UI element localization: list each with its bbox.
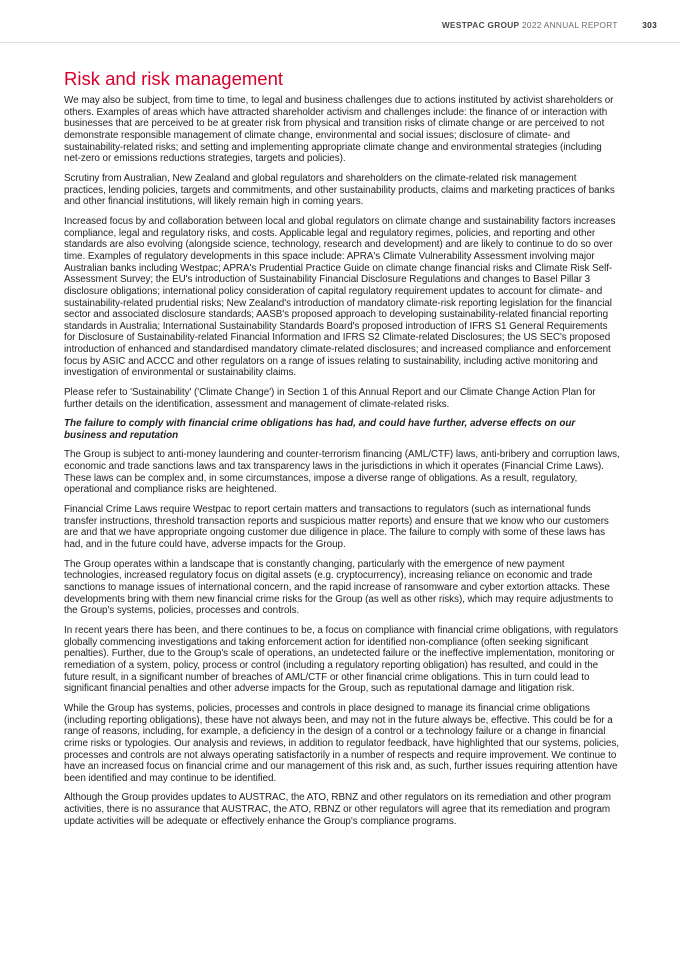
body-paragraph: Increased focus by and collaboration between local and global regulators on climate change and sustainability factors increases compliance, legal and regulatory risks, and costs. Applicable legal and regulatory regimes, policies, and reporting and other standards are also evolving (alongside science, technology, research and development) and are likely to continue to do so over time. Examples of regulatory developments in this space include: APRA's Climate Vulnerability Assessment involving major Australian banks including Westpac; APRA's Prudential Practice Guide on climate change financial risks and Climate Risk Self-Assessment Survey; the EU's introduction of Sustainability Financial Disclosure Regulations and changes to Basel Pillar 3 disclosure obligations; international policy consideration of capital regulatory requirement updates to account for climate- and sustainability-related prudential risks; New Zealand's introduction of mandatory climate-risk reporting legislation for the financial sector and associated disclosure standards; AASB's proposed approach to developing sustainability-related financial reporting standards in Australia; International Sustainability Standards Board's proposed introduction of IFRS S1 General Requirements for Disclosure of Sustainability-related Financial Information and IFRS S2 Climate-related Disclosures; the US SEC's proposed introduction of enhanced and standardised mandatory climate-related disclosures; and increased compliance and enforcement focus by ASIC and ACCC and other regulators on a range of issues relating to sustainability, including active monitoring and investigation of environmental or sustainability claims. (64, 215, 616, 379)
body-paragraph: The Group is subject to anti-money laundering and counter-terrorism financing (AML/CTF) laws, anti-bribery and corruption laws, economic and trade sanctions laws and tax transparency laws in the jurisdictions in which it operates (Financial Crime Laws). These laws can be complex and, in some circumstances, impose a diverse range of obligations. As a result, regulatory, operational and compliance risks are heightened. (64, 449, 620, 496)
risk-subheading: The failure to comply with financial crime obligations has had, and could have further, adverse effects on our business and reputation (64, 418, 576, 442)
page-content (64, 67, 620, 835)
body-paragraph: We may also be subject, from time to time, to legal and business challenges due to actions instituted by activist shareholders or others. Examples of areas which have attracted shareholder activism and challenges include: the finance of or interaction with businesses that are perceived to be at greater risk from physical and transition risks of climate change or are perceived to not demonstrate responsible management of climate change, environmental and social issues; disclosure of climate- and sustainability-related risks; and setting and implementing appropriate climate change and environmental strategies (including net-zero or emissions reductions strategies, targets and policies). (64, 95, 614, 165)
page-number: 303 (642, 20, 657, 30)
section-title: Risk and risk management (64, 68, 284, 89)
body-paragraph: Scrutiny from Australian, New Zealand and global regulators and shareholders on the climate-related risk management practices, lending policies, targets and commitments, and other sustainability products, claims and marketing practices of banks and other financial institutions, will likely remain high in coming years. (64, 172, 615, 208)
body-paragraph: In recent years there has been, and there continues to be, a focus on compliance with financial crime obligations, with regulators globally commencing investigations and taking enforcement action for identified non-compliance (often seeking significant penalties). Further, due to the Group's scale of operations, an undetected failure or the ineffective implementation, monitoring or remediation of a system, policy, process or control (including a regulatory reporting obligation) has resulted, and could in the future result, in a significant number of breaches of AML/CTF or other financial crime obligations. This in turn could lead to significant financial penalties and other adverse impacts for the Group, such as reputational damage and litigation risk. (64, 624, 618, 695)
body-paragraph: Financial Crime Laws require Westpac to report certain matters and transactions to regulators (such as international funds transfer instructions, threshold transaction reports and suspicious matter reports) and ensure that we know who our customers are and that we have appropriate ongoing customer due diligence in place. The failure to comply with some of these laws has had, and in the future could have, adverse impacts for the Group. (64, 504, 609, 550)
body-paragraph: The Group operates within a landscape that is constantly changing, particularly with the emergence of new payment technologies, increased regulatory focus on digital assets (e.g. cryptocurrency), increasing reliance on economic and trade sanctions to manage issues of international concern, and the rapid increase of ransomware and cyber extortion attacks. These developments bring with them new financial crime risks for the Group (as well as other risks), which may require adjustments to the Group's systems, policies, processes and controls. (64, 558, 614, 617)
header-report-title: 2022 ANNUAL REPORT (522, 20, 618, 30)
body-paragraph: Please refer to 'Sustainability' ('Climate Change') in Section 1 of this Annual Report and our Climate Change Action Plan for further details on the identification, assessment and management of climate-related risks. (64, 387, 596, 410)
header-organization: WESTPAC GROUP (441, 20, 520, 30)
running-header (442, 20, 657, 30)
page-header (0, 0, 680, 43)
body-paragraph: While the Group has systems, policies, processes and controls in place designed to manage its financial crime obligations (including reporting obligations), these have not always been, and may not in the future always be, effective. This could be for a range of reasons, including, for example, a deficiency in the design of a control or a technology failure or a change in financial crime risks or typologies. Our analysis and reviews, in addition to regulator feedback, have highlighted that our systems, policies, processes and controls are not always operating satisfactorily in a number of respects and require improvement. We continue to have an increased focus on financial crime and our management of this risk and, as such, further issues requiring attention have been identified and may continue to be identified. (64, 702, 619, 784)
body-paragraph: Although the Group provides updates to AUSTRAC, the ATO, RBNZ and other regulators on its remediation and other program activities, there is no assurance that AUSTRAC, the ATO, RBNZ or other regulators will agree that its remediation and program update activities will be adequate or effectively enhance the Group's compliance programs. (64, 792, 611, 827)
